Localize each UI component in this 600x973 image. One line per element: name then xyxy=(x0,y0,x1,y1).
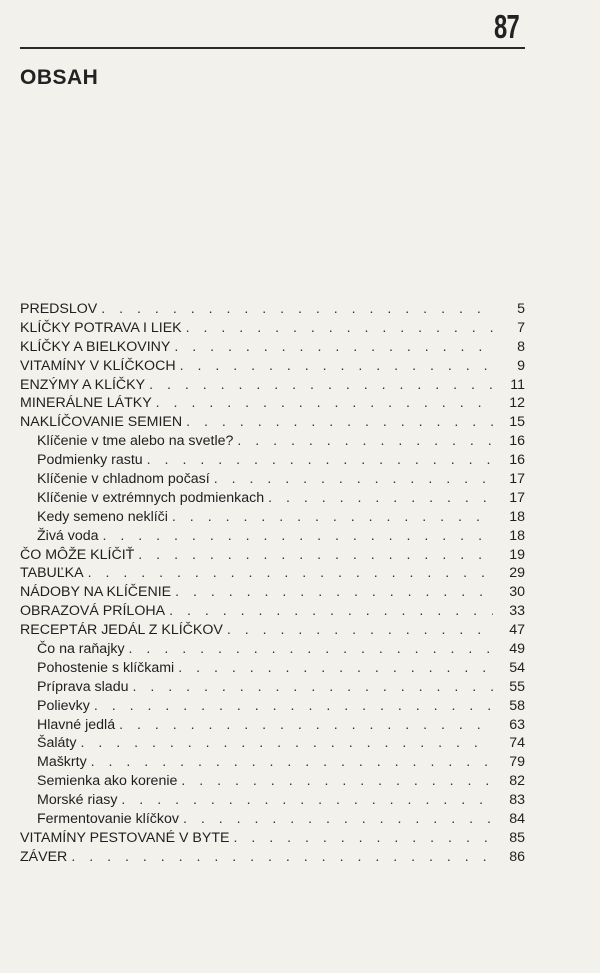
toc-leader-dots xyxy=(175,583,493,602)
toc-entry-page: 82 xyxy=(509,773,525,790)
toc-leader-dots xyxy=(129,640,493,659)
toc-entry-label: Morské riasy xyxy=(37,792,118,809)
table-of-contents xyxy=(20,300,525,867)
toc-entry-page: 8 xyxy=(517,338,525,355)
toc-leader-dots xyxy=(180,357,493,376)
toc-leader-dots xyxy=(186,319,493,338)
toc-leader-dots xyxy=(178,659,493,678)
header-rule xyxy=(20,47,525,49)
toc-entry-page: 54 xyxy=(509,659,525,676)
toc-entry-page: 79 xyxy=(509,754,525,771)
toc-entry xyxy=(20,640,525,659)
toc-entry-page: 83 xyxy=(509,792,525,809)
toc-entry-label: TABUĽKA xyxy=(20,565,84,582)
toc-entry xyxy=(20,376,525,395)
toc-entry-page: 18 xyxy=(509,508,525,525)
toc-entry xyxy=(20,338,525,357)
toc-entry-label: Kedy semeno neklíči xyxy=(37,508,168,525)
toc-entry-page: 85 xyxy=(509,829,525,846)
toc-entry-page: 15 xyxy=(509,414,525,431)
page-number: 87 xyxy=(494,8,519,45)
toc-entry-page: 30 xyxy=(509,584,525,601)
toc-entry xyxy=(20,583,525,602)
toc-entry-label: OBRAZOVÁ PRÍLOHA xyxy=(20,603,166,620)
toc-entry-page: 55 xyxy=(509,678,525,695)
toc-leader-dots xyxy=(174,338,493,357)
toc-leader-dots xyxy=(237,432,493,451)
toc-entry-page: 19 xyxy=(509,546,525,563)
toc-entry xyxy=(20,508,525,527)
toc-leader-dots xyxy=(88,564,493,583)
toc-entry xyxy=(20,546,525,565)
toc-entry-label: RECEPTÁR JEDÁL Z KLÍČKOV xyxy=(20,622,223,639)
toc-entry-page: 5 xyxy=(517,301,525,317)
toc-leader-dots xyxy=(156,394,493,413)
toc-entry-page: 16 xyxy=(509,433,525,450)
toc-leader-dots xyxy=(103,527,493,546)
toc-leader-dots xyxy=(121,791,493,810)
toc-entry-page: 7 xyxy=(517,319,525,336)
toc-leader-dots xyxy=(147,451,493,470)
toc-entry-label: ZÁVER xyxy=(20,848,68,865)
toc-entry xyxy=(20,772,525,791)
toc-entry-label: Živá voda xyxy=(37,527,99,544)
toc-entry xyxy=(20,564,525,583)
toc-entry xyxy=(20,678,525,697)
toc-entry-label: NÁDOBY NA KLÍČENIE xyxy=(20,584,172,601)
toc-entry-page: 11 xyxy=(510,376,525,393)
toc-leader-dots xyxy=(138,546,493,565)
toc-leader-dots xyxy=(80,734,493,753)
toc-entry-label: Čo na raňajky xyxy=(37,641,125,658)
toc-entry xyxy=(20,432,525,451)
toc-leader-dots xyxy=(181,772,493,791)
toc-entry-label: Fermentovanie klíčkov xyxy=(37,811,179,828)
toc-leader-dots xyxy=(233,829,493,848)
toc-entry-label: Šaláty xyxy=(37,735,77,752)
toc-leader-dots xyxy=(94,697,493,716)
toc-entry-label: Klíčenie v extrémnych podmienkach xyxy=(37,489,265,506)
toc-entry-label: Pohostenie s klíčkami xyxy=(37,659,175,676)
toc-entry-page: 29 xyxy=(509,565,525,582)
toc-entry xyxy=(20,791,525,810)
toc-leader-dots xyxy=(214,470,493,489)
toc-entry xyxy=(20,451,525,470)
toc-entry xyxy=(20,394,525,413)
toc-entry-label: ENZÝMY A KLÍČKY xyxy=(20,376,146,393)
toc-entry xyxy=(20,470,525,489)
toc-entry-page: 49 xyxy=(509,641,525,658)
toc-entry-page: 16 xyxy=(509,452,525,469)
toc-entry-label: Hlavné jedlá xyxy=(37,716,116,733)
toc-entry-page: 9 xyxy=(517,357,525,374)
toc-entry-label: VITAMÍNY V KLÍČKOCH xyxy=(20,357,176,374)
toc-entry-label: NAKLÍČOVANIE SEMIEN xyxy=(20,414,183,431)
toc-entry-label: Príprava sladu xyxy=(37,678,129,695)
toc-entry xyxy=(20,716,525,735)
toc-leader-dots xyxy=(183,810,493,829)
toc-leader-dots xyxy=(132,678,493,697)
toc-entry-page: 17 xyxy=(509,471,525,488)
toc-leader-dots xyxy=(227,621,493,640)
toc-entry-label: Klíčenie v tme alebo na svetle? xyxy=(37,433,234,450)
toc-entry xyxy=(20,659,525,678)
toc-entry xyxy=(20,697,525,716)
toc-leader-dots xyxy=(91,753,493,772)
toc-entry-page: 58 xyxy=(509,697,525,714)
toc-entry xyxy=(20,734,525,753)
toc-entry-page: 74 xyxy=(509,735,525,752)
toc-entry xyxy=(20,848,525,867)
page-title: OBSAH xyxy=(20,66,99,89)
toc-entry-page: 17 xyxy=(509,489,525,506)
toc-entry xyxy=(20,621,525,640)
toc-entry-label: Polievky xyxy=(37,697,90,714)
toc-entry-label: KLÍČKY POTRAVA I LIEK xyxy=(20,319,182,336)
toc-leader-dots xyxy=(169,602,493,621)
toc-leader-dots xyxy=(149,376,493,395)
toc-entry-label: Klíčenie v chladnom počasí xyxy=(37,471,210,488)
toc-entry xyxy=(20,300,525,319)
toc-leader-dots xyxy=(119,716,493,735)
toc-entry xyxy=(20,413,525,432)
toc-leader-dots xyxy=(101,300,493,319)
toc-entry-page: 84 xyxy=(509,811,525,828)
toc-entry xyxy=(20,810,525,829)
toc-entry-label: Maškrty xyxy=(37,754,87,771)
toc-entry xyxy=(20,489,525,508)
toc-leader-dots xyxy=(172,508,493,527)
toc-entry-label: KLÍČKY A BIELKOVINY xyxy=(20,338,171,355)
toc-entry-page: 33 xyxy=(509,603,525,620)
toc-entry-label: Podmienky rastu xyxy=(37,452,143,469)
toc-entry xyxy=(20,357,525,376)
toc-entry-label: MINERÁLNE LÁTKY xyxy=(20,395,152,412)
toc-entry xyxy=(20,602,525,621)
toc-entry-label: PREDSLOV xyxy=(20,301,98,317)
toc-entry-page: 86 xyxy=(509,848,525,865)
toc-entry-label: Semienka ako korenie xyxy=(37,773,178,790)
toc-entry-page: 47 xyxy=(509,622,525,639)
toc-leader-dots xyxy=(186,413,493,432)
toc-entry-label: VITAMÍNY PESTOVANÉ V BYTE xyxy=(20,829,230,846)
toc-entry-page: 12 xyxy=(509,395,525,412)
toc-entry xyxy=(20,319,525,338)
toc-leader-dots xyxy=(71,848,493,867)
toc-entry-page: 63 xyxy=(509,716,525,733)
toc-entry xyxy=(20,829,525,848)
toc-leader-dots xyxy=(268,489,493,508)
toc-entry-page: 18 xyxy=(509,527,525,544)
toc-entry xyxy=(20,527,525,546)
toc-entry xyxy=(20,753,525,772)
toc-entry-label: ČO MÔŽE KLÍČIŤ xyxy=(20,546,135,563)
